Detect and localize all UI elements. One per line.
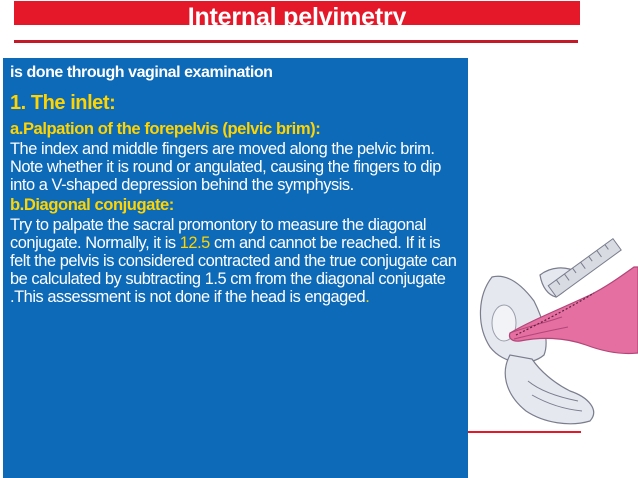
pelvic-exam-illustration-icon xyxy=(470,205,638,430)
section-a-heading: a.Palpation of the forepelvis (pelvic brim): xyxy=(10,119,321,138)
intro-text: is done through vaginal examination xyxy=(10,64,273,81)
section-a-body: The index and middle fingers are moved along the pelvic brim. Note whether it is round or angulated, causing the fingers to dip into a V-shaped depression behind the symphysis. xyxy=(10,140,441,194)
section-b-body-part-2: cm and cannot be reached. If it is felt the pelvis is considered contracted and the true conjugate can be calculated by subtracting 1.5 cm from the diagonal conjugate .This assessment is not done if the head is engaged xyxy=(10,234,457,306)
section-b-body xyxy=(10,216,464,306)
illustration-divider xyxy=(468,431,581,433)
title-underline xyxy=(14,40,578,43)
page-title: Internal pelvimetry xyxy=(187,3,407,31)
content-text xyxy=(10,64,464,308)
section-b-heading: b.Diagonal conjugate: xyxy=(10,195,174,214)
section-b-period: . xyxy=(365,288,370,306)
title-bar xyxy=(14,1,580,31)
diagonal-conjugate-measure: 12.5 xyxy=(179,234,210,252)
section-b-body-part-1: Try to palpate the sacral promontory to measure the diagonal conjugate. Normally, it is xyxy=(10,216,427,252)
inlet-heading: 1. The inlet: xyxy=(10,92,116,114)
